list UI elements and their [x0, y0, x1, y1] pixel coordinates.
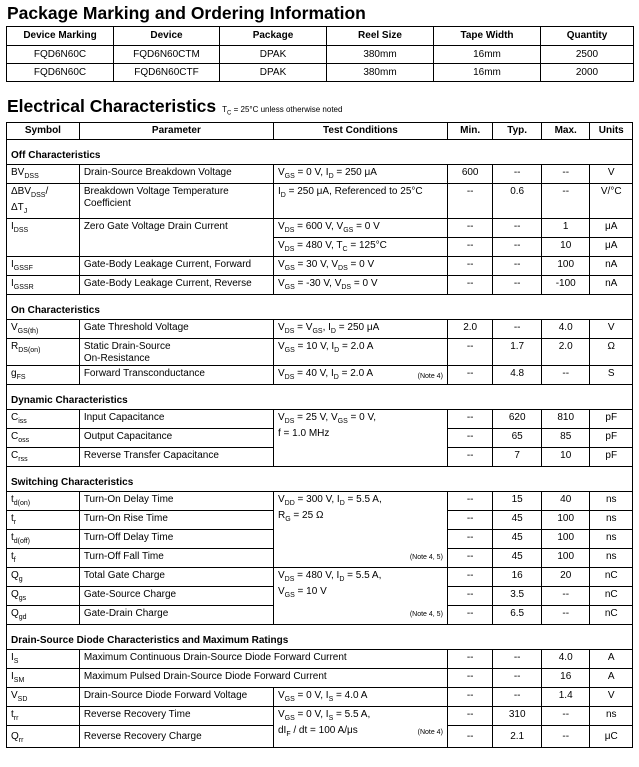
parameter-cell: Forward Transconductance — [79, 366, 273, 385]
unit-cell: V — [590, 165, 633, 184]
max-cell: -- — [541, 366, 590, 385]
max-cell: -- — [541, 184, 590, 219]
min-cell: -- — [447, 276, 493, 295]
symbol-cell: $C_{oss}$ — [7, 429, 80, 448]
symbol-cell: $C_{iss}$ — [7, 410, 80, 429]
condition-cell: $V_{GS} = 10$ V, $I_D = 2.0$ A — [273, 339, 447, 366]
table-row — [7, 410, 633, 429]
max-cell: -100 — [541, 276, 590, 295]
unit-cell: nC — [590, 587, 633, 606]
min-cell: -- — [447, 492, 493, 511]
condition-cell: $V_{DD} = 300$ V, $I_D = 5.5$ A, $R_G = 25$ Ω (Note 4, 5) — [273, 492, 447, 568]
condition-cell: $V_{GS} = 30$ V, $V_{DS} = 0$ V — [273, 257, 447, 276]
column-header: Device Marking — [7, 27, 114, 46]
min-cell: -- — [447, 707, 493, 726]
column-header: Quantity — [541, 27, 634, 46]
column-header: Tape Width — [434, 27, 541, 46]
min-cell: -- — [447, 219, 493, 238]
section-title: On Characteristics — [7, 295, 633, 320]
parameter-cell: Turn-Off Fall Time — [79, 549, 273, 568]
symbol-cell: $Q_{rr}$ — [7, 726, 80, 748]
typ-cell: -- — [493, 276, 542, 295]
unit-cell: ns — [590, 530, 633, 549]
column-header: Package — [220, 27, 327, 46]
table-row — [7, 184, 633, 219]
table-row — [7, 165, 633, 184]
condition-cell: $V_{GS} = 0$ V, $I_D = 250$ μA — [273, 165, 447, 184]
parameter-cell: Reverse Recovery Charge — [79, 726, 273, 748]
unit-cell: μA — [590, 238, 633, 257]
cell: 380mm — [327, 64, 434, 82]
max-cell: 1.4 — [541, 688, 590, 707]
cell: 380mm — [327, 46, 434, 64]
condition-cell: $V_{GS} = 0$ V, $I_S = 5.5$ A, $dI_F$ / dt = 100 A/μs (Note 4) — [273, 707, 447, 748]
min-cell: -- — [447, 429, 493, 448]
max-cell: 1 — [541, 219, 590, 238]
cell: 16mm — [434, 64, 541, 82]
max-cell: -- — [541, 707, 590, 726]
unit-cell: nA — [590, 257, 633, 276]
typ-cell: 620 — [493, 410, 542, 429]
unit-cell: pF — [590, 448, 633, 467]
min-cell: -- — [447, 238, 493, 257]
parameter-cell: Gate-Body Leakage Current, Forward — [79, 257, 273, 276]
cell: FQD6N60C — [7, 64, 114, 82]
cell: 16mm — [434, 46, 541, 64]
condition-cell: $V_{DS} = 25$ V, $V_{GS} = 0$ V, f = 1.0 MHz — [273, 410, 447, 467]
column-header: Typ. — [493, 123, 542, 140]
symbol-cell: $BV_{DSS}$ — [7, 165, 80, 184]
min-cell: 600 — [447, 165, 493, 184]
max-cell: 85 — [541, 429, 590, 448]
typ-cell: -- — [493, 669, 542, 688]
max-cell: -- — [541, 606, 590, 625]
typ-cell: 310 — [493, 707, 542, 726]
max-cell: 20 — [541, 568, 590, 587]
max-cell: 40 — [541, 492, 590, 511]
condition-cell: $V_{GS} = -30$ V, $V_{DS} = 0$ V — [273, 276, 447, 295]
unit-cell: pF — [590, 410, 633, 429]
column-header: Units — [590, 123, 633, 140]
parameter-cell: Input Capacitance — [79, 410, 273, 429]
typ-cell: 1.7 — [493, 339, 542, 366]
condition-cell: $V_{DS} = V_{GS}$, $I_D = 250$ μA — [273, 320, 447, 339]
table-row — [7, 492, 633, 511]
cell: 2000 — [541, 64, 634, 82]
typ-cell: 65 — [493, 429, 542, 448]
parameter-cell: Static Drain-Source On-Resistance — [79, 339, 273, 366]
column-header: Reel Size — [327, 27, 434, 46]
table-header-row — [7, 123, 633, 140]
symbol-cell: $t_{rr}$ — [7, 707, 80, 726]
parameter-cell: Turn-On Delay Time — [79, 492, 273, 511]
min-cell: -- — [447, 549, 493, 568]
parameter-cell: Total Gate Charge — [79, 568, 273, 587]
max-cell: -- — [541, 587, 590, 606]
typ-cell: -- — [493, 320, 542, 339]
condition-cell: $V_{DS} = 480$ V, $T_C = 125^\circ C$ — [273, 238, 447, 257]
package-heading: Package Marking and Ordering Information — [7, 3, 366, 23]
table-row — [7, 219, 633, 238]
symbol-cell: $I_S$ — [7, 650, 80, 669]
symbol-cell: $I_{SM}$ — [7, 669, 80, 688]
max-cell: 2.0 — [541, 339, 590, 366]
parameter-cell: Gate Threshold Voltage — [79, 320, 273, 339]
max-cell: 4.0 — [541, 650, 590, 669]
unit-cell: ns — [590, 492, 633, 511]
symbol-cell: $Q_{gd}$ — [7, 606, 80, 625]
column-header: Test Conditions — [273, 123, 447, 140]
symbol-cell: $V_{SD}$ — [7, 688, 80, 707]
unit-cell: Ω — [590, 339, 633, 366]
column-header: Parameter — [79, 123, 273, 140]
table-row — [7, 568, 633, 587]
typ-cell: 45 — [493, 511, 542, 530]
min-cell: 2.0 — [447, 320, 493, 339]
typ-cell: 7 — [493, 448, 542, 467]
symbol-cell: $Q_{gs}$ — [7, 587, 80, 606]
min-cell: -- — [447, 568, 493, 587]
max-cell: 810 — [541, 410, 590, 429]
typ-cell: -- — [493, 165, 542, 184]
unit-cell: V/°C — [590, 184, 633, 219]
parameter-cell: Output Capacitance — [79, 429, 273, 448]
unit-cell: ns — [590, 511, 633, 530]
condition-cell: $V_{DS} = 480$ V, $I_D = 5.5$ A, $V_{GS} = 10$ V (Note 4, 5) — [273, 568, 447, 625]
column-header: Min. — [447, 123, 493, 140]
parameter-cell: Reverse Transfer Capacitance — [79, 448, 273, 467]
table-row — [7, 276, 633, 295]
max-cell: 100 — [541, 257, 590, 276]
typ-cell: -- — [493, 238, 542, 257]
parameter-cell: Gate-Body Leakage Current, Reverse — [79, 276, 273, 295]
unit-cell: ns — [590, 549, 633, 568]
symbol-cell: $I_{GSSF}$ — [7, 257, 80, 276]
unit-cell: A — [590, 669, 633, 688]
min-cell: -- — [447, 606, 493, 625]
symbol-cell: $V_{GS(th)}$ — [7, 320, 80, 339]
parameter-cell: Gate-Drain Charge — [79, 606, 273, 625]
cell: FQD6N60CTM — [114, 46, 220, 64]
typ-cell: 6.5 — [493, 606, 542, 625]
symbol-cell: $C_{rss}$ — [7, 448, 80, 467]
unit-cell: ns — [590, 707, 633, 726]
table-row — [7, 650, 633, 669]
unit-cell: nC — [590, 606, 633, 625]
table-row — [7, 707, 633, 726]
max-cell: 100 — [541, 530, 590, 549]
min-cell: -- — [447, 650, 493, 669]
table-row — [7, 320, 633, 339]
cell: DPAK — [220, 46, 327, 64]
condition-cell: $V_{DS} = 600$ V, $V_{GS} = 0$ V — [273, 219, 447, 238]
min-cell: -- — [447, 530, 493, 549]
table-row — [7, 688, 633, 707]
cell: 2500 — [541, 46, 634, 64]
max-cell: 4.0 — [541, 320, 590, 339]
parameter-cell: Turn-On Rise Time — [79, 511, 273, 530]
typ-cell: 3.5 — [493, 587, 542, 606]
symbol-cell: $Q_g$ — [7, 568, 80, 587]
min-cell: -- — [447, 410, 493, 429]
typ-cell: 2.1 — [493, 726, 542, 748]
typ-cell: 16 — [493, 568, 542, 587]
section-title: Drain-Source Diode Characteristics and Maximum Ratings — [7, 625, 633, 650]
parameter-cell: Gate-Source Charge — [79, 587, 273, 606]
table-row — [7, 669, 633, 688]
unit-cell: V — [590, 688, 633, 707]
electrical-heading — [7, 96, 342, 117]
typ-cell: -- — [493, 688, 542, 707]
min-cell: -- — [447, 726, 493, 748]
section-title: Off Characteristics — [7, 140, 633, 165]
symbol-cell: $I_{DSS}$ — [7, 219, 80, 257]
section-title: Dynamic Characteristics — [7, 385, 633, 410]
max-cell: -- — [541, 726, 590, 748]
typ-cell: -- — [493, 219, 542, 238]
unit-cell: S — [590, 366, 633, 385]
max-cell: 10 — [541, 448, 590, 467]
unit-cell: V — [590, 320, 633, 339]
typ-cell: 45 — [493, 549, 542, 568]
column-header: Symbol — [7, 123, 80, 140]
parameter-cell: Breakdown Voltage Temperature Coefficient — [79, 184, 273, 219]
typ-cell: 45 — [493, 530, 542, 549]
unit-cell: nA — [590, 276, 633, 295]
min-cell: -- — [447, 511, 493, 530]
parameter-cell: Reverse Recovery Time — [79, 707, 273, 726]
max-cell: 100 — [541, 511, 590, 530]
min-cell: -- — [447, 669, 493, 688]
electrical-title: Electrical Characteristics — [7, 96, 217, 116]
table-row — [7, 46, 634, 64]
parameter-cell: Turn-Off Delay Time — [79, 530, 273, 549]
parameter-cell: Zero Gate Voltage Drain Current — [79, 219, 273, 257]
typ-cell: -- — [493, 257, 542, 276]
parameter-cell: Drain-Source Breakdown Voltage — [79, 165, 273, 184]
min-cell: -- — [447, 339, 493, 366]
condition-cell: $V_{DS} = 40$ V, $I_D = 2.0$ A (Note 4) — [273, 366, 447, 385]
unit-cell: pF — [590, 429, 633, 448]
min-cell: -- — [447, 448, 493, 467]
cell: FQD6N60CTF — [114, 64, 220, 82]
unit-cell: A — [590, 650, 633, 669]
typ-cell: 0.6 — [493, 184, 542, 219]
max-cell: 16 — [541, 669, 590, 688]
symbol-cell: $R_{DS(on)}$ — [7, 339, 80, 366]
symbol-cell: $I_{GSSR}$ — [7, 276, 80, 295]
typ-cell: -- — [493, 650, 542, 669]
unit-cell: μC — [590, 726, 633, 748]
min-cell: -- — [447, 184, 493, 219]
column-header: Device — [114, 27, 220, 46]
electrical-table — [6, 122, 633, 748]
section-title: Switching Characteristics — [7, 467, 633, 492]
typ-cell: 4.8 — [493, 366, 542, 385]
cell: DPAK — [220, 64, 327, 82]
symbol-cell: $t_r$ — [7, 511, 80, 530]
max-cell: 100 — [541, 549, 590, 568]
cell: FQD6N60C — [7, 46, 114, 64]
condition-cell: $I_D = 250$ μA, Referenced to 25°C — [273, 184, 447, 219]
min-cell: -- — [447, 587, 493, 606]
ordering-table — [6, 26, 634, 82]
symbol-cell: $t_f$ — [7, 549, 80, 568]
min-cell: -- — [447, 688, 493, 707]
parameter-cell: Drain-Source Diode Forward Voltage — [79, 688, 273, 707]
parameter-cell: Maximum Pulsed Drain-Source Diode Forward Current — [79, 669, 447, 688]
table-row — [7, 339, 633, 366]
min-cell: -- — [447, 366, 493, 385]
column-header: Max. — [541, 123, 590, 140]
symbol-cell: $\Delta BV_{DSS}/$ $\Delta T_J$ — [7, 184, 80, 219]
max-cell: -- — [541, 165, 590, 184]
min-cell: -- — [447, 257, 493, 276]
table-header-row — [7, 27, 634, 46]
symbol-cell: $t_{d(off)}$ — [7, 530, 80, 549]
typ-cell: 15 — [493, 492, 542, 511]
symbol-cell: $t_{d(on)}$ — [7, 492, 80, 511]
table-row — [7, 257, 633, 276]
unit-cell: μA — [590, 219, 633, 238]
unit-cell: nC — [590, 568, 633, 587]
table-row — [7, 366, 633, 385]
temperature-note: $T_C = 25^\circ C$ unless otherwise noted — [222, 105, 343, 117]
max-cell: 10 — [541, 238, 590, 257]
condition-cell: $V_{GS} = 0$ V, $I_S = 4.0$ A — [273, 688, 447, 707]
parameter-cell: Maximum Continuous Drain-Source Diode Forward Current — [79, 650, 447, 669]
symbol-cell: $g_{FS}$ — [7, 366, 80, 385]
table-row — [7, 64, 634, 82]
